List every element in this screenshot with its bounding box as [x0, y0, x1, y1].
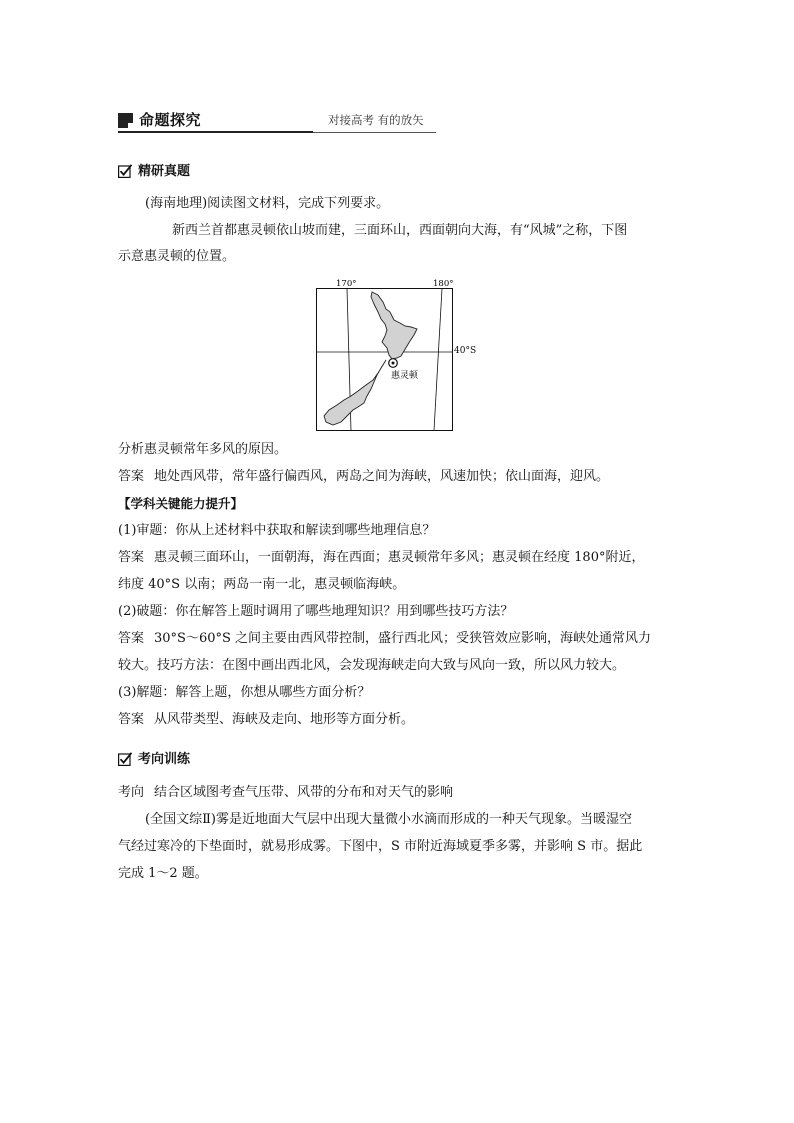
heading-label: 考向训练	[138, 752, 191, 767]
step-2-answer	[118, 629, 678, 649]
section-rule-thin	[313, 132, 436, 133]
answer-label: 答案	[118, 469, 145, 484]
new-zealand-map	[316, 279, 453, 431]
step-3-question: (3)解题：解答上题，你想从哪些方面分析？	[118, 685, 371, 700]
checkbox-icon	[118, 752, 132, 766]
step-3-answer-text: 从风带类型、海峡及走向、地形等方面分析。	[154, 712, 415, 727]
paragraph-line-2: 气经过寒冷的下垫面时，就易形成雾。下图中，S 市附近海域夏季多雾，并影响 S 市。据此	[118, 839, 643, 854]
material-line-2: 示意惠灵顿的位置。	[118, 249, 236, 264]
material-line-1: 新西兰首都惠灵顿依山坡而建，三面环山，西面朝向大海，有“风城”之称，下图	[172, 223, 628, 238]
section-header	[118, 110, 436, 132]
lat-40s-label: 40°S	[454, 346, 477, 356]
answer-row	[118, 467, 678, 487]
direction-label: 考向	[118, 785, 145, 800]
answer-label: 答案	[118, 550, 145, 565]
section-rule-thick	[118, 131, 313, 133]
paragraph-line-1: (全国文综Ⅱ)雾是近地面大气层中出现大量微小水滴而形成的一种天气现象。当暖湿空	[145, 812, 632, 827]
city-label: 惠灵顿	[391, 371, 419, 381]
lon-180-label: 180°	[433, 279, 453, 289]
section-title: 命题探究	[139, 111, 202, 129]
checkbox-icon	[118, 164, 132, 178]
paragraph-line-3: 完成 1～2 题。	[118, 866, 208, 881]
step-2-answer-line-2: 较大。技巧方法：在图中画出西北风，会发现海峡走向大致与风向一致，所以风力较大。	[118, 658, 626, 673]
step-2-answer-line-1: 30°S～60°S 之间主要由西风带控制，盛行西北风；受狭管效应影响，海峡处通常风力	[154, 631, 652, 646]
question-source: (海南地理)阅读图文材料，完成下列要求。	[145, 196, 390, 211]
step-1-question: (1)审题：你从上述材料中获取和解读到哪些地理信息？	[118, 523, 436, 538]
wellington-dot	[392, 362, 395, 365]
answer-label: 答案	[118, 712, 145, 727]
step-1-answer-line-1: 惠灵顿三面环山，一面朝海，海在西面；惠灵顿常年多风；惠灵顿在经度 180°附近，	[154, 550, 645, 565]
question-text: 分析惠灵顿常年多风的原因。	[118, 442, 288, 457]
direction-row	[118, 783, 678, 803]
answer-text: 地处西风带，常年盛行偏西风，两岛之间为海峡，风速加快；依山面海，迎风。	[154, 469, 610, 484]
step-3-answer	[118, 710, 678, 730]
lon-170-label: 170°	[336, 279, 357, 289]
step-1-answer	[118, 548, 678, 568]
section-subtitle: 对接高考 有的放矢	[328, 113, 424, 127]
ability-title: 【学科关键能力提升】	[118, 496, 244, 511]
step-2-question: (2)破题：你在解答上题时调用了哪些地理知识？用到哪些技巧方法？	[118, 604, 514, 619]
heading-label: 精研真题	[138, 164, 191, 179]
answer-label: 答案	[118, 631, 145, 646]
direction-text: 结合区域图考查气压带、风带的分布和对天气的影响	[154, 785, 454, 800]
section-square-icon	[118, 113, 133, 128]
step-1-answer-line-2: 纬度 40°S 以南；两岛一南一北，惠灵顿临海峡。	[118, 577, 406, 592]
